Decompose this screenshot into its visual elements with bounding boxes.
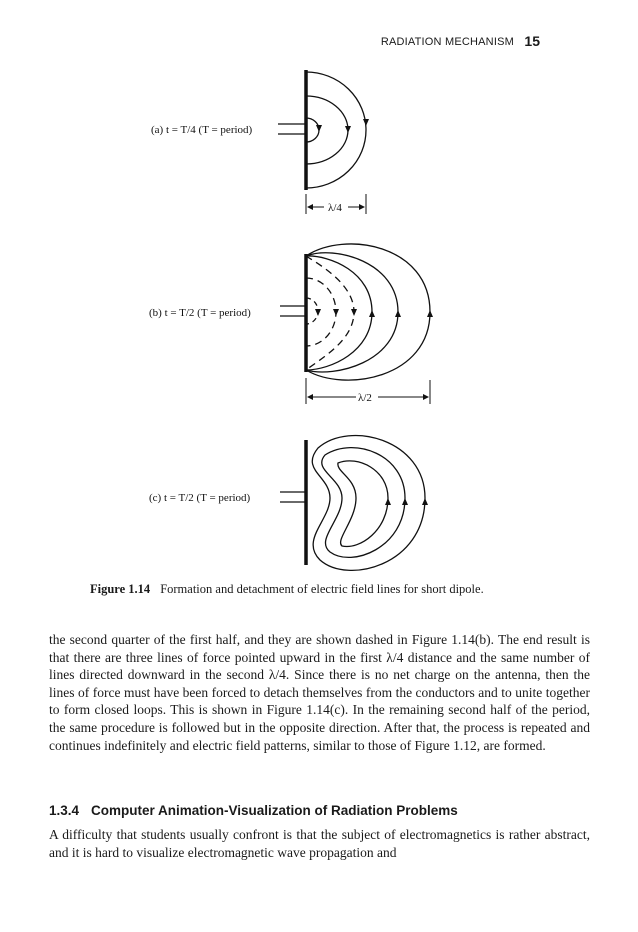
panel-c-label: (c) t = T/2 (T = period) bbox=[149, 492, 251, 504]
panel-b-label: (b) t = T/2 (T = period) bbox=[149, 307, 251, 319]
panel-a-dimension: λ/4 bbox=[328, 202, 342, 214]
panel-b-dimension: λ/2 bbox=[358, 392, 372, 404]
caption-label: Figure 1.14 bbox=[90, 582, 151, 596]
panel-a-label: (a) t = T/4 (T = period) bbox=[151, 124, 253, 136]
body-paragraph-2: A difficulty that students usually confront is that the subject of electromagnetics is rather abstract, and it is hard to visualize electromagnetic wave propagation and bbox=[49, 827, 590, 860]
field-line-2 bbox=[306, 253, 398, 372]
page-number: 15 bbox=[524, 33, 540, 49]
panel-a bbox=[278, 70, 369, 214]
closed-loop-outer bbox=[312, 435, 425, 570]
section-number: 1.3.4 bbox=[49, 803, 80, 818]
dashed-field-line-2 bbox=[306, 278, 336, 346]
panel-b bbox=[280, 244, 433, 404]
field-line-3 bbox=[306, 256, 372, 370]
section-heading bbox=[49, 803, 458, 818]
field-line-outer bbox=[306, 72, 366, 188]
running-title: RADIATION MECHANISM bbox=[380, 36, 514, 48]
arrow-marker bbox=[345, 126, 351, 133]
field-line-middle bbox=[306, 96, 348, 164]
panel-c bbox=[280, 435, 428, 570]
section-title: Computer Animation-Visualization of Radiation Problems bbox=[91, 803, 458, 818]
caption-text: Formation and detachment of electric field lines for short dipole. bbox=[160, 582, 484, 596]
dashed-field-line-1 bbox=[306, 256, 354, 370]
arrow-marker bbox=[363, 119, 369, 126]
arrow-marker bbox=[316, 125, 322, 132]
field-line-inner bbox=[306, 118, 319, 142]
body-paragraph-1: the second quarter of the first half, and they are shown dashed in Figure 1.14(b). The end result is that there are three lines of force pointed upward in the first λ/4 distance and the same number of lines directed downward in the second λ/4. Since there is no net charge on the antenna, then the lines of force must have been forced to detach themselves from the conductors and to unite together to form closed loops. This is shown in Figure 1.14(c). In the remaining second half of the period, the same procedure is followed but in the opposite direction. After that, the process is repeated and continues indefinitely and electric field patterns, similar to those of Figure 1.12, are formed. bbox=[49, 632, 590, 753]
figure-caption bbox=[90, 582, 590, 597]
closed-loop-inner bbox=[338, 461, 388, 547]
